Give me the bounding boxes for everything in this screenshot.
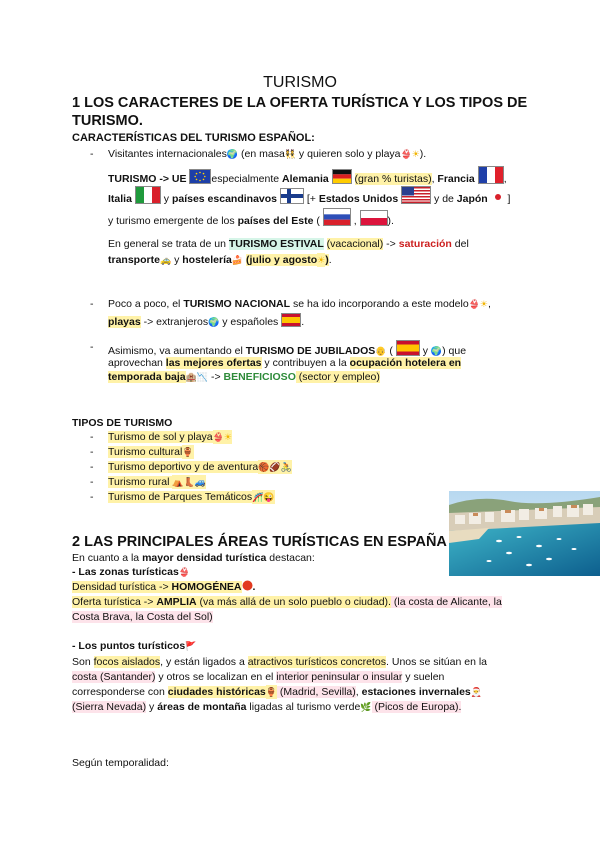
- finland-flag-icon: [280, 188, 304, 204]
- france-flag-icon: [478, 166, 504, 184]
- bullet1-line3: Italia y países escandinavos [+ Estados Unidos y de Japón ]: [108, 186, 510, 206]
- densidad-line: Densidad turística -> HOMOGÉNEA .: [72, 581, 256, 593]
- section2-heading: 2 LAS PRINCIPALES ÁREAS TURÍSTICAS EN ESPAÑA: [72, 534, 447, 550]
- car-icon: 🚙: [194, 477, 207, 487]
- amphora-icon: 🏺: [265, 687, 277, 697]
- bullet3-line2: aprovechan las mejores ofertas y contribuyen a la ocupación hotelera en: [108, 357, 462, 369]
- laughing-face-icon: 😜: [263, 492, 275, 502]
- tourism-type-item: Turismo deportivo y de aventura🏀🏈🚴: [108, 461, 292, 473]
- bicycle-icon: 🚴: [280, 462, 292, 472]
- russia-flag-icon: [323, 208, 351, 226]
- tourism-type-item: Turismo de Parques Temáticos🎢😜: [108, 491, 275, 503]
- car-icon: 🚕: [159, 255, 172, 265]
- oferta-line: Oferta turística -> AMPLIA (va más allá de un solo pueblo o ciudad). (la costa de Alicante, la: [72, 596, 502, 608]
- characteristics-subheading: CARACTERÍSTICAS DEL TURISMO ESPAÑOL:: [72, 132, 315, 144]
- bullet-dash: -: [90, 148, 94, 160]
- red-flag-icon: 🚩: [185, 641, 197, 651]
- tourism-type-item: Turismo de sol y playa👙☀: [108, 431, 232, 443]
- temporalidad-label: Según temporalidad:: [72, 757, 169, 769]
- beach-icon: 👙: [212, 432, 224, 442]
- bullet1-line2: TURISMO -> UE especialmente Alemania (gran % turistas), Francia ,: [108, 166, 507, 186]
- bullet2-line2: playas -> extranjeros🌍 y españoles .: [108, 313, 304, 329]
- globe-icon: 🌍: [430, 346, 443, 356]
- bullet-dash: -: [90, 446, 94, 458]
- japan-flag-icon: [491, 191, 505, 203]
- sun-icon: ☀: [317, 255, 326, 265]
- germany-flag-icon: [332, 169, 352, 184]
- section1-heading-line1: 1 LOS CARACTERES DE LA OFERTA TURÍSTICA Y LOS TIPOS DE: [72, 95, 528, 111]
- old-person-icon: 👴: [375, 346, 387, 356]
- tent-icon: ⛺: [172, 477, 184, 487]
- basketball-icon: 🏀: [258, 462, 270, 472]
- coastal-town-photo: [449, 491, 600, 576]
- bullet-dash: -: [90, 461, 94, 473]
- beach-icon: 👙: [178, 567, 191, 577]
- spain-flag-icon: [281, 313, 301, 327]
- hotel-icon: 🏨: [185, 372, 197, 382]
- red-circle-icon: [242, 580, 253, 591]
- beach-icon: 👙: [468, 299, 480, 309]
- bullet-dash: -: [90, 476, 94, 488]
- section2-intro: En cuanto a la mayor densidad turística destacan:: [72, 552, 315, 564]
- globe-icon: 🌍: [226, 149, 239, 159]
- usa-flag-icon: [401, 186, 431, 204]
- crowd-icon: 👯: [284, 149, 297, 159]
- puntos-line1: Son focos aislados, y están ligados a atractivos turísticos concretos. Unos se sitúan en la: [72, 656, 488, 668]
- tourism-types-heading: TIPOS DE TURISMO: [72, 417, 173, 429]
- puntos-line4: (Sierra Nevada) y áreas de montaña ligadas al turismo verde🌿 (Picos de Europa).: [72, 701, 462, 713]
- bullet-dash: -: [90, 341, 94, 353]
- puntos-heading: - Los puntos turísticos🚩: [72, 640, 197, 652]
- puntos-line2: costa (Santander) y otros se localizan en el interior peninsular o insular y suelen: [72, 671, 445, 683]
- chart-down-icon: 📉: [196, 372, 209, 382]
- spain-flag-icon: [396, 340, 420, 356]
- santa-icon: 🎅: [470, 687, 482, 697]
- zonas-heading: - Las zonas turísticas👙: [72, 566, 191, 578]
- amphora-icon: 🏺: [182, 447, 194, 457]
- leaf-icon: 🌿: [360, 702, 372, 712]
- page-title: TURISMO: [263, 74, 337, 91]
- tourism-type-item: Turismo rural ⛺👢🚙: [108, 476, 207, 488]
- bullet1-line4: y turismo emergente de los países del Este ( , ).: [108, 208, 394, 228]
- sun-icon: ☀: [479, 299, 488, 309]
- globe-icon: 🌍: [208, 317, 220, 327]
- boot-icon: 👢: [183, 477, 195, 487]
- sun-icon: ☀: [411, 149, 420, 159]
- italy-flag-icon: [135, 186, 161, 204]
- bullet-dash: -: [90, 491, 94, 503]
- puntos-line3: corresponderse con ciudades históricas🏺 (Madrid, Sevilla), estaciones invernales🎅: [72, 686, 482, 698]
- poland-flag-icon: [360, 210, 388, 226]
- sun-icon: ☀: [223, 432, 232, 442]
- section1-heading-line2: TURISMO.: [72, 113, 143, 129]
- football-icon: 🏈: [269, 462, 281, 472]
- bullet-dash: -: [90, 298, 94, 310]
- bullet3-line1: Asimismo, va aumentando el TURISMO DE JUBILADOS👴 ( y 🌍) que: [108, 340, 466, 358]
- bullet1-line1: Visitantes internacionales🌍 (en masa👯 y quieren solo y playa👙☀).: [108, 148, 427, 160]
- eu-flag-icon: [189, 169, 211, 184]
- oferta-examples: Costa Brava, la Costa del Sol): [72, 611, 213, 623]
- beach-icon: 👙: [400, 149, 412, 159]
- bullet-dash: -: [90, 431, 94, 443]
- cake-icon: 🍰: [231, 255, 244, 265]
- bullet1-line5: En general se trata de un TURISMO ESTIVAL (vacacional) -> saturación del: [108, 238, 469, 250]
- rollercoaster-icon: 🎢: [252, 492, 264, 502]
- bullet2-line1: Poco a poco, el TURISMO NACIONAL se ha ido incorporando a este modelo👙☀,: [108, 298, 491, 310]
- bullet3-line3: temporada baja🏨📉 -> BENEFICIOSO (sector y empleo): [108, 371, 380, 383]
- tourism-type-item: Turismo cultural🏺: [108, 446, 194, 458]
- bullet1-line6: transporte🚕 y hostelería🍰 (julio y agosto☀).: [108, 254, 332, 266]
